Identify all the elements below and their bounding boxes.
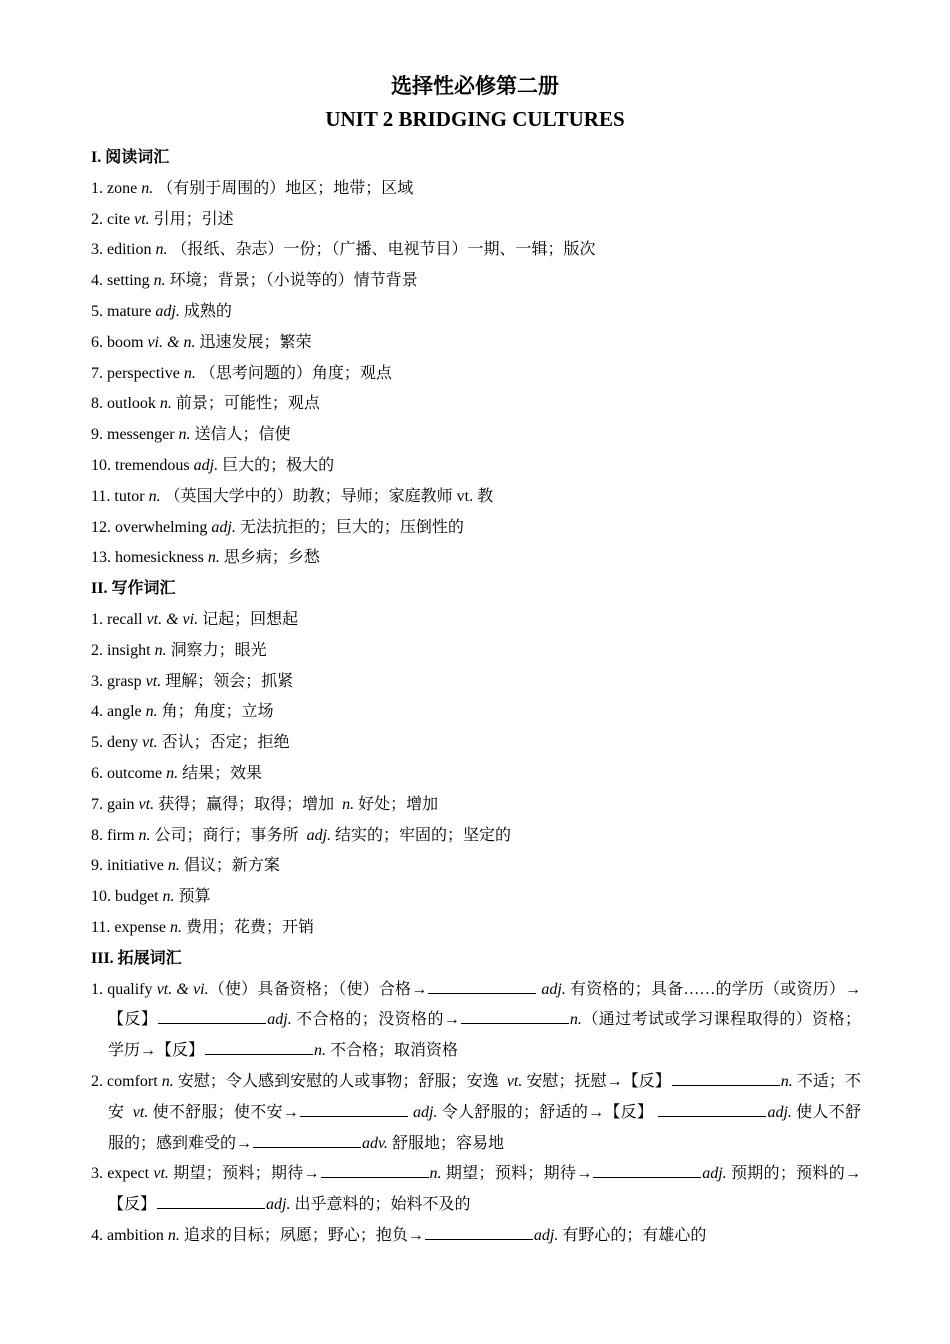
extension-item-ambition: 4. ambition n. 追求的目标；夙愿；野心；抱负→ adj. 有野心的；有雄心的 bbox=[91, 1226, 707, 1244]
part-of-speech: vt. bbox=[145, 672, 162, 690]
answer-blank[interactable] bbox=[425, 1225, 533, 1240]
vocab-word: messenger bbox=[107, 426, 175, 444]
vocab-word: edition bbox=[107, 241, 152, 259]
vocab-item bbox=[91, 482, 861, 513]
item-number: 9. bbox=[91, 857, 103, 875]
vocab-word: perspective bbox=[107, 364, 180, 382]
definition: 无法抗拒的；巨大的；压倒性的 bbox=[239, 518, 464, 536]
vocab-word: outlook bbox=[107, 395, 156, 413]
item-number: 1. bbox=[91, 179, 103, 197]
writing-vocab-list bbox=[91, 605, 861, 944]
vocab-item bbox=[91, 728, 861, 759]
answer-blank[interactable] bbox=[672, 1071, 780, 1086]
definition: 送信人；信使 bbox=[194, 426, 291, 444]
reading-vocab-list bbox=[91, 174, 861, 574]
vocab-item bbox=[91, 297, 861, 328]
item-number: 10. bbox=[91, 456, 111, 474]
item-number: 7. bbox=[91, 795, 103, 813]
vocab-word: overwhelming bbox=[115, 518, 208, 536]
part-of-speech: n. bbox=[155, 241, 168, 259]
definition: 获得；赢得；取得；增加 bbox=[158, 795, 335, 813]
definition: 记起；回想起 bbox=[202, 610, 299, 628]
vocab-word: zone bbox=[107, 179, 138, 197]
item-number: 2. bbox=[91, 641, 103, 659]
vocab-item bbox=[91, 205, 861, 236]
definition: 倡议；新方案 bbox=[183, 857, 280, 875]
answer-blank[interactable] bbox=[658, 1102, 766, 1117]
definition: 引用；引述 bbox=[153, 210, 234, 228]
vocab-word: tremendous bbox=[115, 456, 190, 474]
answer-blank[interactable] bbox=[205, 1040, 313, 1055]
vocab-word: grasp bbox=[107, 672, 142, 690]
vocab-item bbox=[91, 636, 861, 667]
part-of-speech: n. bbox=[342, 795, 355, 813]
definition: （有别于周围的）地区；地带；区域 bbox=[157, 179, 414, 197]
part-of-speech: vt. bbox=[138, 795, 155, 813]
vocab-word: boom bbox=[107, 333, 144, 351]
part-of-speech: n. bbox=[141, 179, 154, 197]
part-of-speech: adj. bbox=[211, 518, 236, 536]
part-of-speech: n. bbox=[166, 764, 179, 782]
definition: 好处；增加 bbox=[358, 795, 439, 813]
vocab-item bbox=[91, 174, 861, 205]
definition: 公司；商行；事务所 bbox=[154, 826, 299, 844]
definition: 前景；可能性；观点 bbox=[175, 395, 320, 413]
vocab-item bbox=[91, 359, 861, 390]
definition: 成熟的 bbox=[183, 302, 232, 320]
answer-blank[interactable] bbox=[428, 979, 536, 994]
vocab-word: homesickness bbox=[115, 549, 204, 567]
item-number: 2. bbox=[91, 210, 103, 228]
vocab-item bbox=[91, 543, 861, 574]
part-of-speech: n. bbox=[138, 826, 151, 844]
extension-item-expect: 3. expect vt. 期望；预料；期待→ n. 期望；预料；期待→ adj. 预期的；预料的→【反】 adj. 出乎意料的；始料不及的 bbox=[91, 1165, 862, 1214]
item-number: 12. bbox=[91, 518, 111, 536]
vocab-item bbox=[91, 513, 861, 544]
item-number: 6. bbox=[91, 764, 103, 782]
item-number: 6. bbox=[91, 333, 103, 351]
definition: 巨大的；极大的 bbox=[222, 456, 335, 474]
item-number: 4. bbox=[91, 703, 103, 721]
vocab-item bbox=[91, 913, 861, 944]
definition: 迅速发展；繁荣 bbox=[199, 333, 312, 351]
item-number: 5. bbox=[91, 734, 103, 752]
part-of-speech: adj. bbox=[193, 456, 219, 474]
vocab-word: cite bbox=[107, 210, 131, 228]
vocab-word: outcome bbox=[107, 764, 163, 782]
definition: 理解；领会；抓紧 bbox=[165, 672, 294, 690]
vocab-word: initiative bbox=[107, 857, 164, 875]
part-of-speech: n. bbox=[148, 487, 161, 505]
definition: 结实的；牢固的；坚定的 bbox=[335, 826, 512, 844]
answer-blank[interactable] bbox=[461, 1009, 569, 1024]
vocab-item bbox=[91, 235, 861, 266]
item-number: 9. bbox=[91, 426, 103, 444]
definition: 预算 bbox=[178, 888, 211, 906]
item-number: 3. bbox=[91, 672, 103, 690]
part-of-speech: n. bbox=[167, 857, 180, 875]
section-heading-extension: III. 拓展词汇 bbox=[91, 949, 182, 967]
page-title: 选择性必修第二册 bbox=[391, 74, 559, 98]
definition: 费用；花费；开销 bbox=[185, 918, 314, 936]
vocab-word: firm bbox=[107, 826, 135, 844]
definition: 环境；背景；（小说等的）情节背景 bbox=[169, 272, 418, 290]
vocab-item bbox=[91, 451, 861, 482]
part-of-speech: vt. bbox=[134, 210, 150, 228]
definition: 结果；效果 bbox=[182, 764, 263, 782]
item-number: 4. bbox=[91, 272, 103, 290]
item-number: 13. bbox=[91, 549, 111, 567]
part-of-speech: n. bbox=[169, 918, 182, 936]
unit-title: UNIT 2 BRIDGING CULTURES bbox=[325, 107, 625, 131]
part-of-speech: adj. bbox=[306, 826, 332, 844]
definition: 思乡病；乡愁 bbox=[223, 549, 320, 567]
definition: 洞察力；眼光 bbox=[170, 641, 267, 659]
extension-item-qualify: 1. qualify vt. & vi.（使）具备资格；（使）合格→ adj. 有资格的；具备……的学历（或资历）→【反】 adj. 不合格的；没资格的→ n.（通过考试或学习课程取得的）资格；学历→【反】 n. 不合格；取消资格 bbox=[91, 980, 861, 1060]
part-of-speech: vt. & vi. bbox=[146, 610, 199, 628]
part-of-speech: vi. & n. bbox=[147, 333, 196, 351]
vocab-word: angle bbox=[107, 703, 142, 721]
item-number: 11. bbox=[91, 487, 111, 505]
section-heading-reading: I. 阅读词汇 bbox=[91, 149, 170, 166]
item-number: 7. bbox=[91, 364, 103, 382]
item-number: 3. bbox=[91, 241, 103, 259]
vocab-item bbox=[91, 667, 861, 698]
vocab-item bbox=[91, 420, 861, 451]
part-of-speech: n. bbox=[162, 888, 175, 906]
vocab-word: mature bbox=[107, 302, 152, 320]
vocabulary-content bbox=[91, 143, 861, 1252]
vocab-word: tutor bbox=[114, 487, 145, 505]
extension-item-comfort: 2. comfort n. 安慰；令人感到安慰的人或事物；舒服；安逸 vt. 安慰；抚慰→【反】 n. 不适；不安 vt. 使不舒服；使不安→ adj. 令人舒服的；舒适的→【反】 adj. 使人不舒服的；感到难受的→ adv. 舒服地；容易地 bbox=[91, 1072, 861, 1152]
vocab-item bbox=[91, 605, 861, 636]
part-of-speech: n. bbox=[159, 395, 172, 413]
definition: 否认；否定；拒绝 bbox=[161, 734, 290, 752]
vocab-item bbox=[91, 389, 861, 420]
vocab-item bbox=[91, 328, 861, 359]
answer-blank[interactable] bbox=[321, 1163, 429, 1178]
vocab-item bbox=[91, 697, 861, 728]
section-heading-writing: II. 写作词汇 bbox=[91, 580, 176, 598]
part-of-speech: n. bbox=[154, 641, 167, 659]
vocab-item bbox=[91, 851, 861, 882]
definition: （英国大学中的）助教；导师；家庭教师 vt. 教 bbox=[164, 487, 494, 505]
definition: （思考问题的）角度；观点 bbox=[199, 364, 392, 382]
vocab-item bbox=[91, 790, 861, 821]
item-number: 8. bbox=[91, 395, 103, 413]
vocab-word: recall bbox=[107, 610, 143, 628]
vocab-word: setting bbox=[107, 272, 150, 290]
vocab-word: budget bbox=[115, 888, 159, 906]
vocab-item bbox=[91, 266, 861, 297]
vocab-item bbox=[91, 821, 861, 852]
definition: （报纸、杂志）一份；（广播、电视节目）一期、一辑；版次 bbox=[171, 241, 596, 259]
vocab-word: expense bbox=[114, 918, 166, 936]
vocab-item bbox=[91, 882, 861, 913]
answer-blank[interactable] bbox=[157, 1194, 265, 1209]
answer-blank[interactable] bbox=[300, 1102, 408, 1117]
item-number: 5. bbox=[91, 302, 103, 320]
vocab-word: deny bbox=[107, 734, 139, 752]
answer-blank[interactable] bbox=[593, 1163, 701, 1178]
definition: 角；角度；立场 bbox=[161, 703, 274, 721]
item-number: 1. bbox=[91, 610, 103, 628]
part-of-speech: n. bbox=[183, 364, 196, 382]
part-of-speech: n. bbox=[153, 272, 166, 290]
vocab-word: gain bbox=[107, 795, 135, 813]
part-of-speech: n. bbox=[207, 549, 220, 567]
item-number: 10. bbox=[91, 888, 111, 906]
part-of-speech: n. bbox=[145, 703, 158, 721]
part-of-speech: n. bbox=[178, 426, 191, 444]
answer-blank[interactable] bbox=[158, 1009, 266, 1024]
part-of-speech: vt. bbox=[142, 734, 158, 752]
vocab-item bbox=[91, 759, 861, 790]
part-of-speech: adj. bbox=[155, 302, 180, 320]
vocab-word: insight bbox=[107, 641, 151, 659]
answer-blank[interactable] bbox=[253, 1133, 361, 1148]
item-number: 11. bbox=[91, 918, 111, 936]
item-number: 8. bbox=[91, 826, 103, 844]
